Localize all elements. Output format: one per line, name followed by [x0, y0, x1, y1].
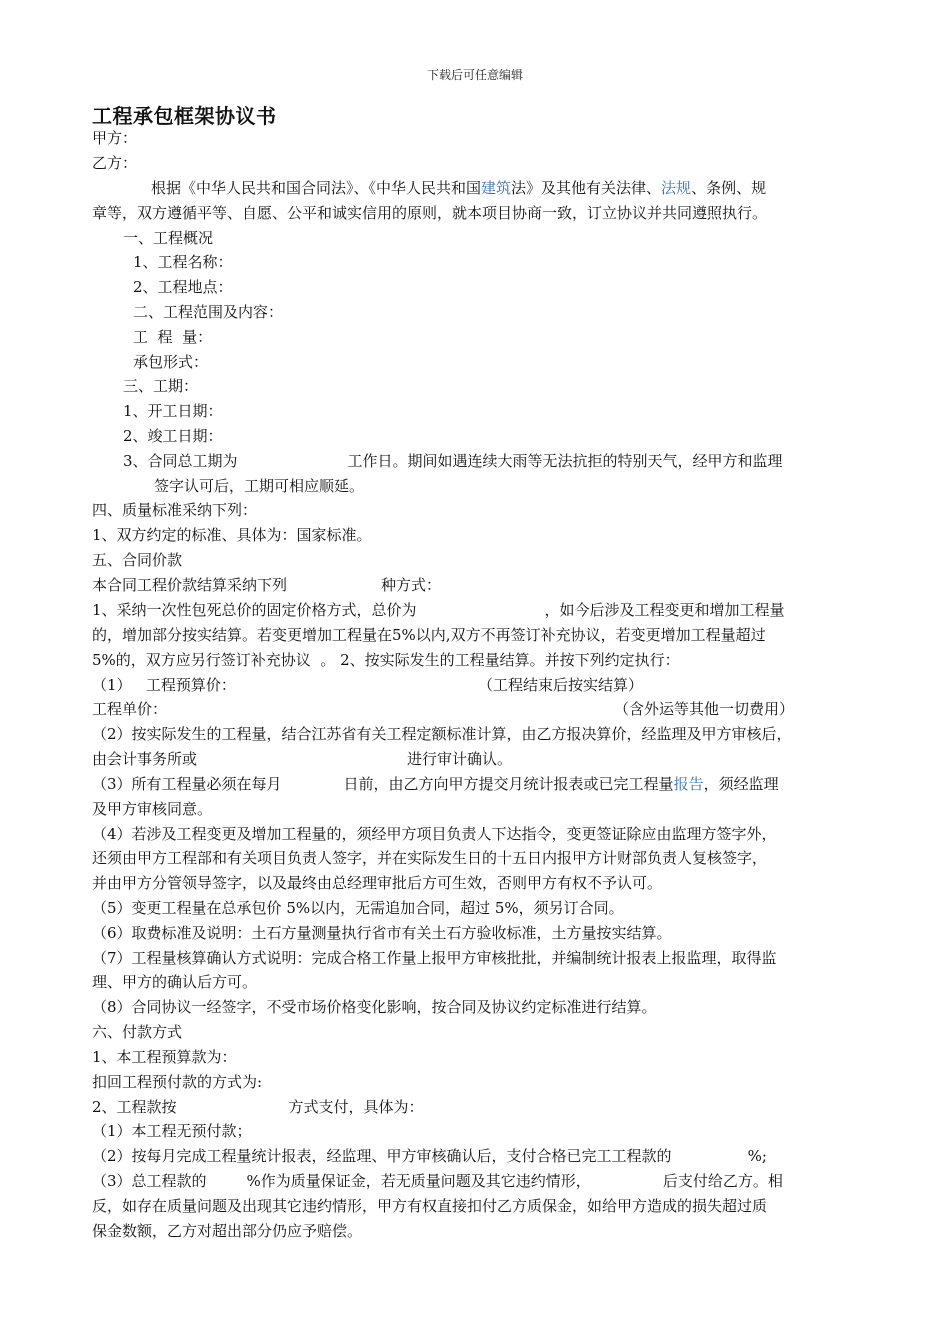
item-4-line-3: 并由甲方分管领导签字，以及最终由总经理审批后方可生效，否则甲方有权不予认可。 [92, 874, 663, 892]
fixed-price-line-1 [92, 600, 785, 620]
project-name-line: 1、工程名称： [133, 253, 233, 271]
fixed-price-line-3: 5%的，双方应另行签订补充协议 。 2、按实际发生的工程量结算。并按下列约定执行： [92, 651, 680, 669]
fixed-price-line-2: 的，增加部分按实结算。若变更增加工程量在5%以内,双方不再签订补充协议，若变更增加工程量超过 [92, 626, 766, 644]
payment-text-b: 方式支付，具体为： [288, 1098, 424, 1116]
item-4-line-1: （4）若涉及工程变更及增加工程量的，须经甲方项目负责人下达指令，变更签证除应由监理方签字外， [92, 825, 777, 843]
payment-item-1: （1）本工程无预付款； [92, 1122, 252, 1140]
item-2-text-b: 进行审计确认。 [407, 750, 513, 768]
section-5-title: 五、合同价款 [92, 551, 183, 569]
budget-amount-line: 1、本工程预算款为： [92, 1048, 237, 1066]
payment-method-line [92, 1097, 424, 1117]
item-8-line: （8）合同协议一经签字，不受市场价格变化影响，按合同及协议约定标准进行结算。 [92, 998, 657, 1016]
payment-item-3-text-b: %作为质量保证金，若无质量问题及其它违约情形， [246, 1172, 591, 1190]
quantity-line: 工 程 量： [133, 328, 213, 346]
item-7-line-2: 理、甲方的确认后方可。 [92, 973, 258, 991]
intro-text-a: 根据《中华人民共和国合同法》、《中华人民共和国 [151, 179, 482, 197]
settlement-text-a: 本合同工程价款结算采纳下列 [92, 576, 288, 594]
intro-paragraph-line-2: 章等，双方遵循平等、自愿、公平和诚实信用的原则，就本项目协商一致，订立协议并共同遵照执行。 [92, 204, 768, 222]
payment-item-2 [92, 1146, 767, 1166]
intro-text-b: 法》及其他有关法律、 [511, 179, 662, 197]
contract-form-line: 承包形式： [133, 353, 209, 371]
link-report[interactable]: 报告 [673, 775, 704, 793]
fixed-price-text-b: ，如今后涉及工程变更和增加工程量 [544, 601, 785, 619]
item-3-text-a: （3）所有工程量必须在每月 [92, 775, 282, 793]
item-2-line-1: （2）按实际发生的工程量，结合江苏省有关工程定额标准计算，由乙方报决算价，经监理及甲方审核后， [92, 725, 792, 743]
project-location-line: 2、工程地点： [133, 278, 233, 296]
item-5-line: （5）变更工程量在总承包价 5%以内，无需追加合同，超过 5%，须另订合同。 [92, 899, 624, 917]
page-header: 下载后可任意编辑 [426, 68, 523, 82]
section-2-title: 二、工程范围及内容： [133, 303, 284, 321]
item-3-text-b: 日前，由乙方向甲方提交月统计报表或已完工程量 [343, 775, 674, 793]
payment-item-3-line-2: 反，如存在质量问题及出现其它违约情形，甲方有权直接扣付乙方质保金，如给甲方造成的损失超过质 [92, 1197, 768, 1215]
item-7-line-1: （7）工程量核算确认方式说明：完成合格工作量上报甲方审核批批，并编制统计报表上报监理，取得监 [92, 949, 777, 967]
section-4-title: 四、质量标准采纳下列： [92, 501, 258, 519]
intro-paragraph-line-1 [151, 178, 766, 198]
document-title: 工程承包框架协议书 [92, 104, 277, 128]
total-period-text-a: 3、合同总工期为 [123, 452, 238, 470]
end-date-line: 2、竣工日期： [123, 427, 223, 445]
payment-item-3-text-c: 后支付给乙方。相 [662, 1172, 783, 1190]
payment-item-2-text-b: %; [747, 1147, 767, 1165]
section-1-title: 一、工程概况 [123, 229, 214, 247]
party-a-line: 甲方： [92, 129, 138, 147]
prepayment-deduction-line: 扣回工程预付款的方式为: [92, 1073, 263, 1091]
total-period-line [123, 451, 783, 471]
settlement-text-b: 种方式： [381, 576, 442, 594]
budget-price-label: （1） 工程预算价： [92, 676, 236, 694]
link-building[interactable]: 建筑 [481, 179, 512, 197]
payment-text-a: 2、工程款按 [92, 1098, 177, 1116]
section-3-title: 三、工期： [123, 377, 199, 395]
payment-item-3-text-a: （3）总工程款的 [92, 1172, 207, 1190]
item-2-text-a: 由会计事务所或 [92, 750, 198, 768]
section-6-title: 六、付款方式 [92, 1023, 183, 1041]
payment-item-2-text-a: （2）按每月完成工程量统计报表，经监理、甲方审核确认后，支付合格已完工工程款的 [92, 1147, 672, 1165]
party-b-line: 乙方： [92, 154, 138, 172]
unit-price-note: （含外运等其他一切费用） [614, 700, 795, 718]
item-3-text-c: ，须经监理 [703, 775, 779, 793]
fixed-price-text-a: 1、采纳一次性包死总价的固定价格方式，总价为 [92, 601, 417, 619]
total-period-line-2: 签字认可后，工期可相应顺延。 [154, 477, 365, 495]
quality-standard-line: 1、双方约定的标准、具体为：国家标准。 [92, 526, 372, 544]
intro-text-c: 、条例、规 [691, 179, 767, 197]
item-2-line-2 [92, 749, 512, 769]
budget-price-note: （工程结束后按实结算） [478, 676, 644, 694]
item-3-line-2: 及甲方审核同意。 [92, 800, 213, 818]
start-date-line: 1、开工日期： [123, 402, 223, 420]
payment-item-3-line-3: 保金数额，乙方对超出部分仍应予赔偿。 [92, 1222, 363, 1240]
item-3-line-1 [92, 774, 779, 794]
total-period-text-b: 工作日。期间如遇连续大雨等无法抗拒的特别天气，经甲方和监理 [347, 452, 783, 470]
item-6-line: （6）取费标准及说明：土石方量测量执行省市有关土石方验收标准，土方量按实结算。 [92, 924, 672, 942]
item-4-line-2: 还须由甲方工程部和有关项目负责人签字，并在实际发生日的十五日内报甲方计财部负责人复核签字， [92, 849, 768, 867]
link-regulations[interactable]: 法规 [661, 179, 692, 197]
settlement-method-line [92, 575, 441, 595]
payment-item-3-line-1 [92, 1171, 783, 1191]
unit-price-label: 工程单价： [92, 700, 168, 718]
